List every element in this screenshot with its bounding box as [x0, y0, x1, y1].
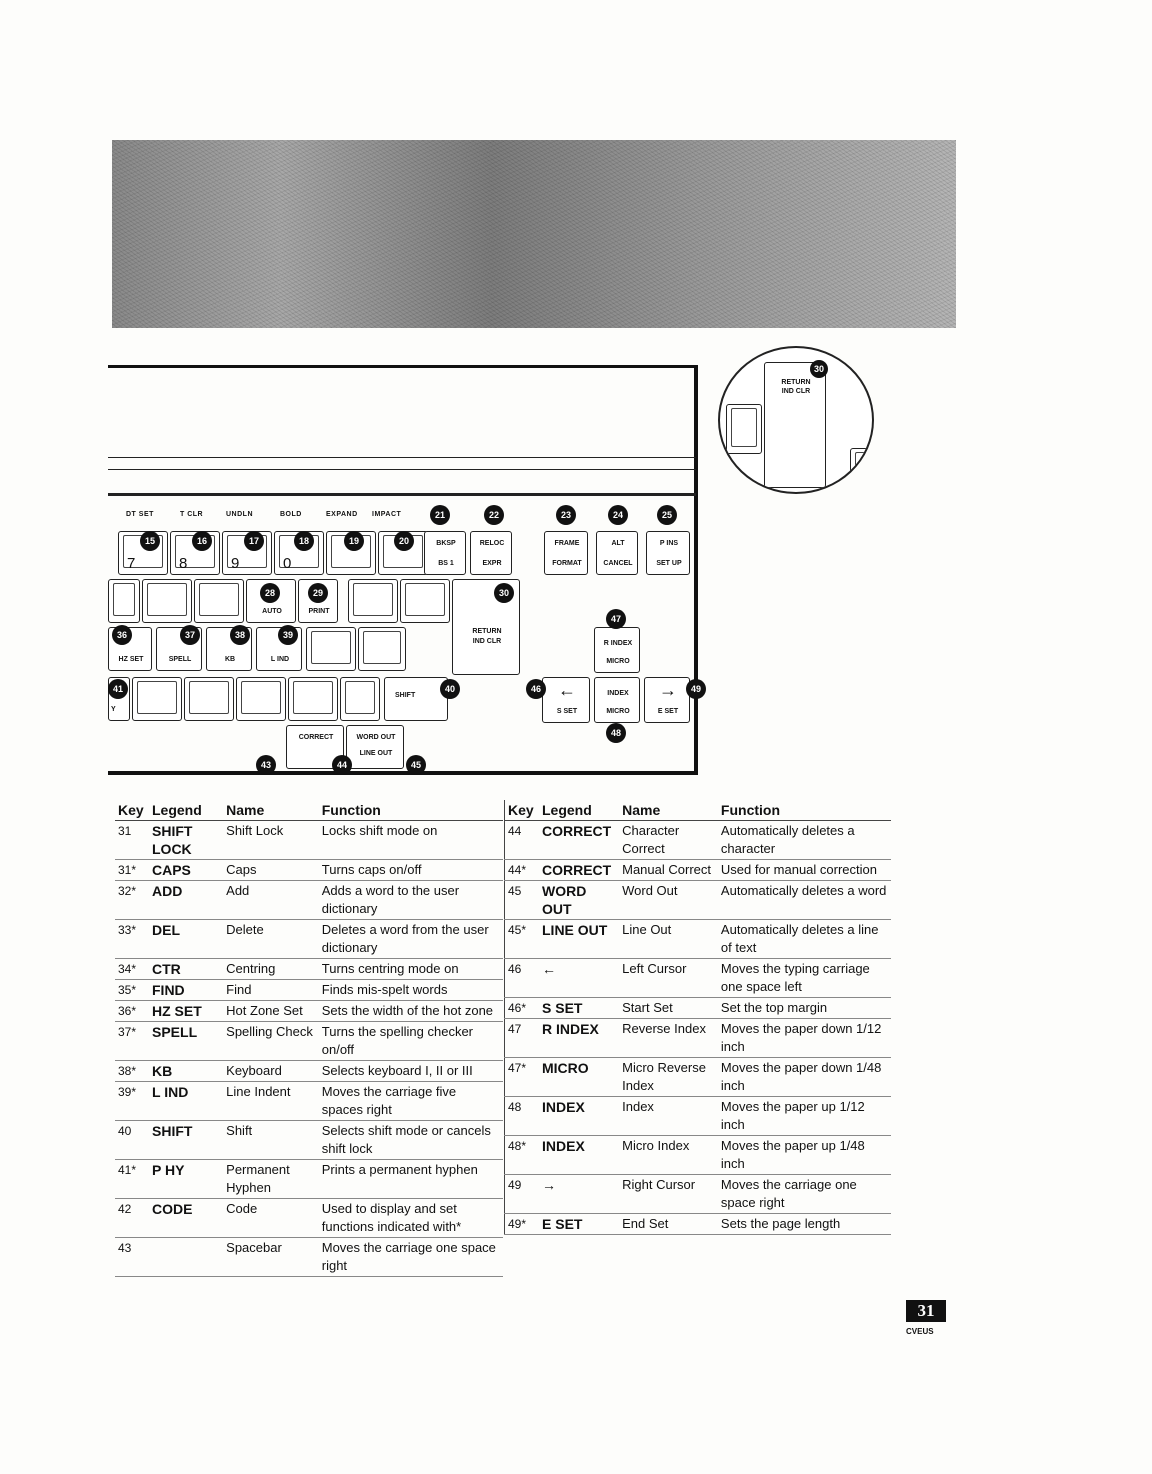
key-legend-table-left: [115, 800, 503, 1277]
cell-name: Permanent Hyphen: [223, 1160, 319, 1199]
cell-name: Micro Reverse Index: [619, 1058, 718, 1097]
table-row: [115, 821, 503, 860]
cell-function: Moves the paper down 1/12 inch: [718, 1019, 891, 1058]
col-legend: Legend: [149, 800, 223, 821]
fn-label-impact: IMPACT: [372, 511, 402, 518]
cell-key: 46*: [505, 998, 540, 1019]
key-frame[interactable]: FRAME FORMAT: [544, 531, 588, 575]
table-row: [505, 1214, 892, 1235]
table-body: [115, 821, 503, 1277]
table-row: [115, 959, 503, 980]
badge-21: 21: [430, 505, 450, 525]
cell-legend: SPELL: [149, 1022, 223, 1061]
fn-label-undln: UNDLN: [226, 511, 253, 518]
badge-38: 38: [230, 625, 250, 645]
table-row: [505, 920, 892, 959]
cell-function: Automatically deletes a word: [718, 881, 891, 920]
key-alt[interactable]: ALT CANCEL: [596, 531, 638, 575]
cell-function: Used for manual correction: [718, 860, 891, 881]
cell-name: Index: [619, 1097, 718, 1136]
zoom-badge-30: 30: [810, 360, 828, 378]
key-row2-a[interactable]: [108, 579, 140, 623]
table-row: [115, 860, 503, 881]
badge-18: 18: [294, 531, 314, 551]
header-photo-banner: [112, 140, 956, 328]
cell-key: 45*: [505, 920, 540, 959]
cell-function: Finds mis-spelt words: [319, 980, 503, 1001]
cell-key: 32*: [115, 881, 149, 920]
table-row: [505, 1058, 892, 1097]
badge-41: 41: [108, 679, 128, 699]
cell-function: Moves the carriage one space right: [319, 1238, 503, 1277]
table-row: [115, 1160, 503, 1199]
zoom-inset: [718, 346, 874, 494]
keyboard-diagram: [108, 365, 708, 780]
cell-name: Word Out: [619, 881, 718, 920]
cell-legend: SHIFT LOCK: [149, 821, 223, 860]
cell-key: 35*: [115, 980, 149, 1001]
cell-name: Code: [223, 1199, 319, 1238]
col-key: Key: [115, 800, 149, 821]
cell-legend: CODE: [149, 1199, 223, 1238]
key-wordout[interactable]: WORD OUT LINE OUT: [346, 725, 404, 769]
key-row4-a[interactable]: [132, 677, 182, 721]
key-row4-e[interactable]: [340, 677, 380, 721]
table-row: [115, 1238, 503, 1277]
badge-23: 23: [556, 505, 576, 525]
key-row2-e[interactable]: [400, 579, 450, 623]
key-return[interactable]: RETURN IND CLR: [452, 579, 520, 675]
key-y[interactable]: Y: [108, 677, 130, 721]
cell-legend: CAPS: [149, 860, 223, 881]
cell-name: Line Indent: [223, 1082, 319, 1121]
cell-function: Moves the paper up 1/12 inch: [718, 1097, 891, 1136]
cell-function: Moves the paper up 1/48 inch: [718, 1136, 891, 1175]
table-row: [505, 1175, 892, 1214]
cell-function: Prints a permanent hyphen: [319, 1160, 503, 1199]
key-row3-f[interactable]: [358, 627, 406, 671]
cell-key: 47*: [505, 1058, 540, 1097]
table-row: [115, 920, 503, 959]
divider-line: [108, 469, 696, 470]
cell-function: Moves the carriage five spaces right: [319, 1082, 503, 1121]
badge-15: 15: [140, 531, 160, 551]
badge-39: 39: [278, 625, 298, 645]
table-row: [115, 881, 503, 920]
fn-label-dtset: DT SET: [126, 511, 154, 518]
cell-name: Character Correct: [619, 821, 718, 860]
cell-legend: SHIFT: [149, 1121, 223, 1160]
divider-line: [108, 493, 696, 496]
cell-name: Shift Lock: [223, 821, 319, 860]
badge-49: 49: [686, 679, 706, 699]
brand-footer: CVEUS: [906, 1327, 934, 1336]
key-rindex[interactable]: R INDEX MICRO: [594, 627, 640, 673]
col-key: Key: [505, 800, 540, 821]
table-row: [505, 1097, 892, 1136]
col-name: Name: [223, 800, 319, 821]
page-number: 31: [906, 1300, 946, 1322]
badge-40: 40: [440, 679, 460, 699]
badge-46: 46: [526, 679, 546, 699]
key-auto[interactable]: AUTO: [246, 579, 296, 623]
col-name: Name: [619, 800, 718, 821]
cell-key: 44: [505, 821, 540, 860]
key-0[interactable]: 0: [274, 531, 324, 575]
cell-name: Find: [223, 980, 319, 1001]
key-hzset[interactable]: HZ SET: [108, 627, 152, 671]
cell-function: Automatically deletes a character: [718, 821, 891, 860]
badge-25: 25: [657, 505, 677, 525]
col-function: Function: [718, 800, 891, 821]
key-row2-d[interactable]: [348, 579, 398, 623]
key-right-cursor[interactable]: → E SET: [644, 677, 690, 723]
table-header-row: [505, 800, 892, 821]
table-row: [505, 881, 892, 920]
cell-key: 49*: [505, 1214, 540, 1235]
cell-legend: INDEX: [539, 1136, 619, 1175]
cell-key: 31*: [115, 860, 149, 881]
cell-function: Sets the width of the hot zone: [319, 1001, 503, 1022]
cell-function: Set the top margin: [718, 998, 891, 1019]
table-row: [505, 1136, 892, 1175]
key-shift[interactable]: SHIFT: [384, 677, 448, 721]
cell-legend: MICRO: [539, 1058, 619, 1097]
badge-43: 43: [256, 755, 276, 775]
zoom-key-return: RETURN IND CLR: [764, 362, 826, 488]
cell-key: 49: [505, 1175, 540, 1214]
cell-function: Selects keyboard I, II or III: [319, 1061, 503, 1082]
key-legend-table-right: [504, 800, 891, 1235]
badge-24: 24: [608, 505, 628, 525]
table-header-row: [115, 800, 503, 821]
cell-key: 40: [115, 1121, 149, 1160]
cell-key: 38*: [115, 1061, 149, 1082]
cell-name: Caps: [223, 860, 319, 881]
cell-function: Turns caps on/off: [319, 860, 503, 881]
col-function: Function: [319, 800, 503, 821]
table-row: [115, 1001, 503, 1022]
table-body: [505, 821, 892, 1235]
cell-key: 31: [115, 821, 149, 860]
cell-legend: [149, 1238, 223, 1277]
cell-function: Moves the paper down 1/48 inch: [718, 1058, 891, 1097]
badge-29: 29: [308, 583, 328, 603]
key-row4-b[interactable]: [184, 677, 234, 721]
cell-key: 47: [505, 1019, 540, 1058]
cell-legend: S SET: [539, 998, 619, 1019]
key-pins[interactable]: P INS SET UP: [646, 531, 690, 575]
cell-name: Add: [223, 881, 319, 920]
cell-name: Right Cursor: [619, 1175, 718, 1214]
table-row: [115, 1022, 503, 1061]
table-row: [505, 1019, 892, 1058]
key-9[interactable]: 9: [222, 531, 272, 575]
table-row: [115, 1199, 503, 1238]
cell-key: 45: [505, 881, 540, 920]
badge-16: 16: [192, 531, 212, 551]
badge-45: 45: [406, 755, 426, 775]
badge-28: 28: [260, 583, 280, 603]
cell-key: 36*: [115, 1001, 149, 1022]
cell-legend: HZ SET: [149, 1001, 223, 1022]
cell-function: Locks shift mode on: [319, 821, 503, 860]
key-correct[interactable]: CORRECT: [286, 725, 344, 769]
key-8[interactable]: 8: [170, 531, 220, 575]
cell-function: Turns the spelling checker on/off: [319, 1022, 503, 1061]
key-reloc[interactable]: RELOC EXPR: [470, 531, 512, 575]
cell-function: Moves the carriage one space right: [718, 1175, 891, 1214]
cell-legend: R INDEX: [539, 1019, 619, 1058]
cell-legend: CTR: [149, 959, 223, 980]
table-row: [505, 959, 892, 998]
cell-legend: →: [539, 1175, 619, 1214]
table-row: [115, 1061, 503, 1082]
cell-name: Spacebar: [223, 1238, 319, 1277]
badge-36: 36: [112, 625, 132, 645]
key-spell[interactable]: SPELL: [156, 627, 202, 671]
badge-17: 17: [244, 531, 264, 551]
fn-label-tclr: T CLR: [180, 511, 204, 518]
cell-name: Spelling Check: [223, 1022, 319, 1061]
col-legend: Legend: [539, 800, 619, 821]
cell-name: Line Out: [619, 920, 718, 959]
key-lind[interactable]: L IND: [256, 627, 302, 671]
key-row4-c[interactable]: [236, 677, 286, 721]
badge-19: 19: [344, 531, 364, 551]
cell-key: 43: [115, 1238, 149, 1277]
cell-function: Selects shift mode or cancels shift lock: [319, 1121, 503, 1160]
badge-48: 48: [606, 723, 626, 743]
cell-function: Moves the typing carriage one space left: [718, 959, 891, 998]
cell-legend: INDEX: [539, 1097, 619, 1136]
key-bksp[interactable]: BKSP BS 1: [424, 531, 466, 575]
cell-legend: P HY: [149, 1160, 223, 1199]
key-row3-e[interactable]: [306, 627, 356, 671]
badge-47: 47: [606, 609, 626, 629]
cell-name: Centring: [223, 959, 319, 980]
cell-key: 42: [115, 1199, 149, 1238]
cell-legend: CORRECT: [539, 860, 619, 881]
cell-key: 48*: [505, 1136, 540, 1175]
cell-function: Used to display and set functions indicated with*: [319, 1199, 503, 1238]
cell-key: 44*: [505, 860, 540, 881]
key-row2-c[interactable]: [194, 579, 244, 623]
cell-key: 33*: [115, 920, 149, 959]
fn-label-expand: EXPAND: [326, 511, 358, 518]
badge-20: 20: [394, 531, 414, 551]
cell-legend: ←: [539, 959, 619, 998]
cell-name: Micro Index: [619, 1136, 718, 1175]
cell-legend: KB: [149, 1061, 223, 1082]
cell-legend: WORD OUT: [539, 881, 619, 920]
cell-key: 41*: [115, 1160, 149, 1199]
cell-name: Shift: [223, 1121, 319, 1160]
fn-label-bold: BOLD: [280, 511, 302, 518]
zoom-key-left: [726, 404, 762, 454]
badge-22: 22: [484, 505, 504, 525]
cell-legend: CORRECT: [539, 821, 619, 860]
zoom-key-right: [850, 448, 874, 494]
cell-legend: DEL: [149, 920, 223, 959]
cell-name: Left Cursor: [619, 959, 718, 998]
cell-function: Adds a word to the user dictionary: [319, 881, 503, 920]
badge-30: 30: [494, 583, 514, 603]
table-row: [505, 860, 892, 881]
cell-key: 46: [505, 959, 540, 998]
key-row2-b[interactable]: [142, 579, 192, 623]
badge-37: 37: [180, 625, 200, 645]
cell-function: Deletes a word from the user dictionary: [319, 920, 503, 959]
cell-function: Sets the page length: [718, 1214, 891, 1235]
cell-legend: L IND: [149, 1082, 223, 1121]
cell-name: Start Set: [619, 998, 718, 1019]
cell-key: 34*: [115, 959, 149, 980]
cell-name: Reverse Index: [619, 1019, 718, 1058]
cell-legend: LINE OUT: [539, 920, 619, 959]
cell-name: Delete: [223, 920, 319, 959]
cell-function: Turns centring mode on: [319, 959, 503, 980]
key-index[interactable]: INDEX MICRO: [594, 677, 640, 723]
key-print[interactable]: PRINT: [298, 579, 338, 623]
table-row: [115, 1121, 503, 1160]
table-row: [115, 980, 503, 1001]
cell-legend: FIND: [149, 980, 223, 1001]
key-kb[interactable]: KB: [206, 627, 252, 671]
cell-key: 37*: [115, 1022, 149, 1061]
table-row: [505, 998, 892, 1019]
divider-line: [108, 457, 696, 458]
key-left-cursor[interactable]: ← S SET: [542, 677, 590, 723]
key-row4-d[interactable]: [288, 677, 338, 721]
cell-legend: ADD: [149, 881, 223, 920]
cell-key: 39*: [115, 1082, 149, 1121]
cell-name: End Set: [619, 1214, 718, 1235]
key-7[interactable]: 7: [118, 531, 168, 575]
cell-legend: E SET: [539, 1214, 619, 1235]
cell-key: 48: [505, 1097, 540, 1136]
cell-name: Keyboard: [223, 1061, 319, 1082]
table-row: [115, 1082, 503, 1121]
cell-function: Automatically deletes a line of text: [718, 920, 891, 959]
cell-name: Hot Zone Set: [223, 1001, 319, 1022]
badge-44: 44: [332, 755, 352, 775]
table-row: [505, 821, 892, 860]
cell-name: Manual Correct: [619, 860, 718, 881]
